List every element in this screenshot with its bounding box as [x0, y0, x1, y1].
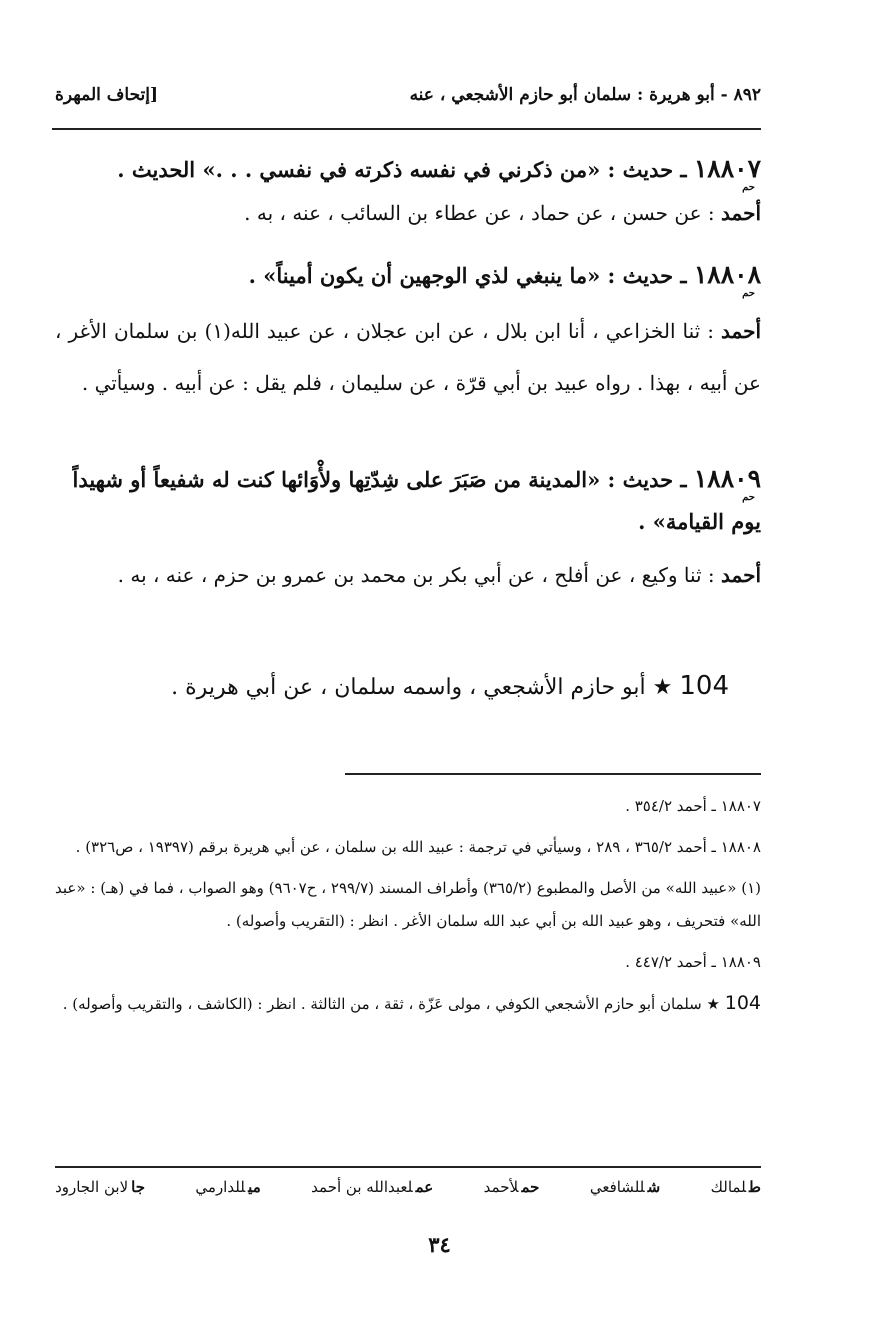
footnote-section-text: ★ سلمان أبو حازم الأشجعي الكوفي ، مولى عَزّة ، ثقة ، من الثالثة . انظر : (الكاشف ، والتقريب وأصوله) .	[62, 995, 720, 1013]
isnad-text	[55, 187, 761, 239]
footnote-section-number: 104	[724, 992, 761, 1014]
sigla-divider	[55, 1166, 761, 1168]
siglum-item	[195, 1178, 260, 1196]
siglum-code: ش	[647, 1178, 661, 1196]
section-title: ★ أبو حازم الأشجعي ، واسمه سلمان ، عن أبي هريرة .	[171, 675, 673, 700]
footnote-18809: ١٨٨٠٩ ـ أحمد ٤٤٧/٢ .	[625, 953, 761, 971]
source-siglum: حم	[742, 182, 755, 193]
hadith-number: ١٨٨٠٧	[693, 154, 761, 183]
siglum-label: لعبدالله بن أحمد	[311, 1178, 413, 1196]
hadith-number: ١٨٨٠٨	[693, 260, 761, 289]
book-title: [إتحاف المهرة	[55, 85, 159, 105]
running-header	[55, 78, 761, 112]
source-siglum: حم	[742, 492, 755, 503]
siglum-item	[711, 1178, 761, 1196]
hadith-entry-18809	[55, 458, 761, 601]
siglum-item	[311, 1178, 433, 1196]
isnad-chain: : عن حسن ، عن حماد ، عن عطاء بن السائب ، عنه ، به .	[244, 201, 715, 225]
hadith-entry-18808	[55, 256, 761, 409]
siglum-label: لابن الجارود	[55, 1178, 129, 1196]
header-divider	[52, 128, 761, 130]
isnad-text	[55, 549, 761, 601]
siglum-code: عم	[415, 1178, 434, 1196]
isnad-source: أحمد	[721, 319, 761, 343]
siglum-label: لأحمد	[483, 1178, 519, 1196]
footnotes	[55, 790, 761, 1029]
footnote-1: (١) «عبيد الله» من الأصل والمطبوع (٣٦٥/٢) وأطراف المسند (٢٩٩/٧ ، ح٩٦٠٧) وهو الصواب ، فما في (هـ) : «عبد الله» فتحريف ، وهو عبيد الله بن أبي عبد الله سلمان الأغر . انظر : (التقريب وأصوله) .	[55, 879, 762, 930]
siglum-label: للدارمي	[195, 1178, 246, 1196]
page-number: ٣٤	[428, 1232, 451, 1257]
hadith-matn: ـ حديث : «من ذكرني في نفسه ذكرته في نفسي . . .» الحديث .	[117, 157, 687, 182]
siglum-item	[590, 1178, 660, 1196]
isnad-source: أحمد	[721, 563, 761, 587]
isnad-chain: : ثنا وكيع ، عن أفلح ، عن أبي بكر بن محمد بن عمرو بن حزم ، عنه ، به .	[117, 563, 715, 587]
siglum-item	[484, 1178, 540, 1196]
sigla-legend	[55, 1178, 761, 1196]
siglum-item	[55, 1178, 145, 1196]
siglum-code: جا	[131, 1178, 145, 1196]
hadith-entry-18807	[55, 150, 761, 239]
narrator-section-heading	[120, 666, 729, 708]
section-number: 104	[679, 671, 729, 701]
hadith-matn: ـ حديث : «المدينة من صَبَرَ على شِدّتِها ولأْوَائها كنت له شفيعاً أو شهيداً يوم القيامة» .	[72, 467, 761, 534]
footnote-18808: ١٨٨٠٨ ـ أحمد ٣٦٥/٢ ، ٢٨٩ ، وسيأتي في ترجمة : عبيد الله بن سلمان ، عن أبي هريرة برقم (١٩٣٩٧ ، ص٣٢٦) .	[75, 838, 761, 856]
footnote-narrator	[55, 987, 761, 1021]
footnote-divider	[345, 773, 761, 775]
siglum-label: لمالك	[710, 1178, 747, 1196]
hadith-text	[55, 458, 761, 543]
siglum-code: حم	[521, 1178, 540, 1196]
hadith-matn: ـ حديث : «ما ينبغي لذي الوجهين أن يكون أميناً» .	[248, 263, 687, 288]
source-siglum: حم	[742, 288, 755, 299]
isnad-chain: : ثنا الخزاعي ، أنا ابن بلال ، عن ابن عجلان ، عن عبيد الله(١) بن سلمان الأغر ، عن أبيه ، بهذا . رواه عبيد بن أبي قرّة ، عن سليمان ، فلم يقل : عن أبيه . وسيأتي .	[55, 319, 761, 395]
footnote-18807: ١٨٨٠٧ ـ أحمد ٣٥٤/٢ .	[625, 797, 761, 815]
siglum-code: ط	[749, 1178, 761, 1196]
hadith-number: ١٨٨٠٩	[693, 464, 761, 493]
siglum-label: للشافعي	[589, 1178, 645, 1196]
isnad-text	[55, 305, 761, 409]
isnad-source: أحمد	[721, 201, 761, 225]
siglum-code: مي	[248, 1178, 261, 1196]
hadith-text	[55, 256, 761, 295]
hadith-text	[55, 150, 761, 189]
chapter-heading: ٨٩٢ - أبو هريرة : سلمان أبو حازم الأشجعي ، عنه	[409, 85, 761, 105]
